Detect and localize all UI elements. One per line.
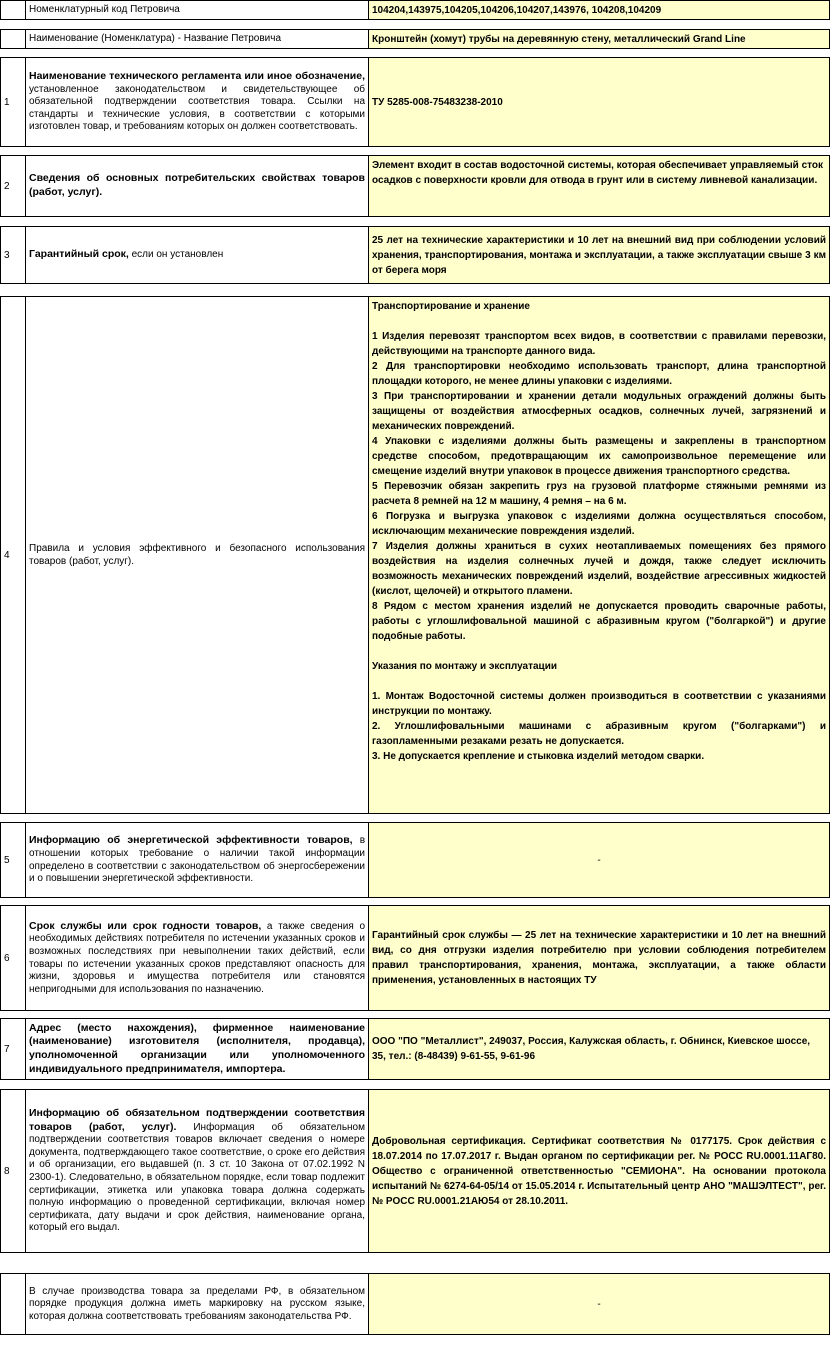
row-number: 8 [0,1089,26,1253]
table-row [0,1273,830,1335]
row-number: 1 [0,57,26,147]
row-label: В случае производства товара за пределами РФ, в обязательном порядке продукция должна иметь маркировку на русском языке, которая должна соответствовать требованиям законодательства РФ. [26,1273,369,1335]
table-row [0,226,830,284]
row-value: - [369,1273,830,1335]
table-row [0,1089,830,1253]
row-value: Транспортирование и хранение 1 Изделия перевозят транспортом всех видов, в соответствии с правилами перевозки, действующими на транспорте данного вида. 2 Для транспортировки необходимо использовать транспорт, длина транспортной площадки которого, не менее длины упаковки с изделиями. 3 При транспортировании и хранении детали модульных ограждений должны быть защищены от воздействия атмосферных осадков, солнечных лучей, загрязнений и механических повреждений. 4 Упаковки с изделиями должны быть размещены и закреплены в транспортном средстве способом, предотвращающим их самопроизвольное перемещение или смещение изделий внутри упаковок в процессе движения транспортного средства. 5 Перевозчик обязан закрепить груз на грузовой платформе стяжными ремнями из расчета 8 ремней на 12 м машину, 4 ремня – на 6 м. 6 Погрузка и выгрузка упаковок с изделиями должна осуществляться способом, исключающим механические повреждения изделий. 7 Изделия должны храниться в сухих неотапливаемых помещениях без прямого воздействия на изделия солнечных лучей и дождя, также следует исключить возможность механических повреждений изделий, воздействие агрессивных жидкостей (кислот, щелочей) и открытого пламени. 8 Рядом с местом хранения изделий не допускается проводить сварочные работы, работы с углошлифовальной машиной с абразивным кругом ("болгаркой") и другие подобные работы. Указания по монтажу и эксплуатации 1. Монтаж Водосточной системы должен производиться в соответствии с указаниями инструкции по монтажу. 2. Углошлифовальными машинами с абразивным кругом ("болгарками") и газопламенными резаками резать не допускается. 3. Не допускается крепление и стыковка изделий методом сварки. [369,296,830,814]
header-code-num-cell [0,0,26,20]
row-value: Гарантийный срок службы — 25 лет на технические характеристики и 10 лет на внешний вид, со дня отгрузки изделия потребителю при условии соблюдения потребителем правил транспортирования, хранения, монтажа, эксплуатации, а также области применения, установленных в настоящих ТУ [369,905,830,1011]
row-number: 7 [0,1018,26,1080]
table-row [0,822,830,898]
row-label: Информацию об энергетической эффективности товаров, в отношении которых требование о наличии такой информации определено в соответствии с законодательством об энергосбережении и о повышении энергетической эффективности. [26,822,369,898]
table-row [0,905,830,1011]
table-row [0,1018,830,1080]
row-label: Адрес (место нахождения), фирменное наименование (наименование) изготовителя (исполнителя, продавца), уполномоченной организации или уполномоченного индивидуального предпринимателя, импортера. [26,1018,369,1080]
row-value: ТУ 5285-008-75483238-2010 [369,57,830,147]
row-number: 2 [0,155,26,217]
header-name-value: Кронштейн (хомут) трубы на деревянную стену, металлический Grand Line [369,29,830,49]
row-value: 25 лет на технические характеристики и 10 лет на внешний вид при соблюдении условий хранения, транспортирования, монтажа и эксплуатации, а также эксплуатации свыше 3 км от берега моря [369,226,830,284]
header-code-label: Номенклатурный код Петровича [26,0,369,20]
row-value: Элемент входит в состав водосточной системы, которая обеспечивает управляемый сток осадков с поверхности кровли для отвода в грунт или в систему ливневой канализации. [369,155,830,217]
row-label: Наименование технического регламента или иное обозначение, установленное законодательством и свидетельствующее об обязательной подтверждении соответствия товара. Ссылки на стандарты и технические условия, в соответствии с которыми изготовлен товар, и требованиям которых он должен соответствовать. [26,57,369,147]
row-value: ООО "ПО "Металлист", 249037, Россия, Калужская область, г. Обнинск, Киевское шоссе, 35, тел.: (8-48439) 9-61-55, 9-61-96 [369,1018,830,1080]
header-name-label: Наименование (Номенклатура) - Название Петровича [26,29,369,49]
row-value: - [369,822,830,898]
row-number: 5 [0,822,26,898]
row-label: Правила и условия эффективного и безопасного использования товаров (работ, услуг). [26,296,369,814]
table-row [0,296,830,814]
header-name-num-cell [0,29,26,49]
row-number: 6 [0,905,26,1011]
row-number [0,1273,26,1335]
row-number: 3 [0,226,26,284]
row-label: Гарантийный срок, если он установлен [26,226,369,284]
row-value: Добровольная сертификация. Сертификат соответствия № 0177175. Срок действия с 18.07.2014 по 17.07.2017 г. Выдан органом по сертификации рег. № РОСС RU.0001.11АГ80. Общество с ограниченной ответственностью "СЕМИОНА". На основании протокола испытаний № 6274-64-05/14 от 15.05.2014 г. Испытательный центр АНО "МАШЭЛТЕСТ", рег. № РОСС RU.0001.21АЮ54 от 28.10.2011. [369,1089,830,1253]
row-label: Срок службы или срок годности товаров, а также сведения о необходимых действиях потребителя по истечении указанных сроков и возможных последствиях при невыполнении таких действий, если товары по истечении указанных сроков представляют опасность для жизни, здоровья и имущества потребителя или становятся непригодными для использования по назначению. [26,905,369,1011]
header-code-row [0,0,830,20]
header-code-value: 104204,143975,104205,104206,104207,143976, 104208,104209 [369,0,830,20]
row-number: 4 [0,296,26,814]
row-label: Сведения об основных потребительских свойствах товаров (работ, услуг). [26,155,369,217]
table-row [0,57,830,147]
header-name-row [0,29,830,49]
table-row [0,155,830,217]
row-label: Информацию об обязательном подтверждении соответствия товаров (работ, услуг). Информация об обязательном подтверждении соответствия товаров включает сведения о номере документа, подтверждающего такое соответствие, о сроке его действия и об организации, его выдавшей (п. 3 ст. 10 Закона от 07.02.1992 N 2300-1). Следовательно, в обязательном порядке, если товар подлежит сертификации, этикетка или упаковка товара должна содержать полную информацию о проведенной сертификации, включая номер сертификата, дату выдачи и срок действия, наименование органа, который его выдал. [26,1089,369,1253]
